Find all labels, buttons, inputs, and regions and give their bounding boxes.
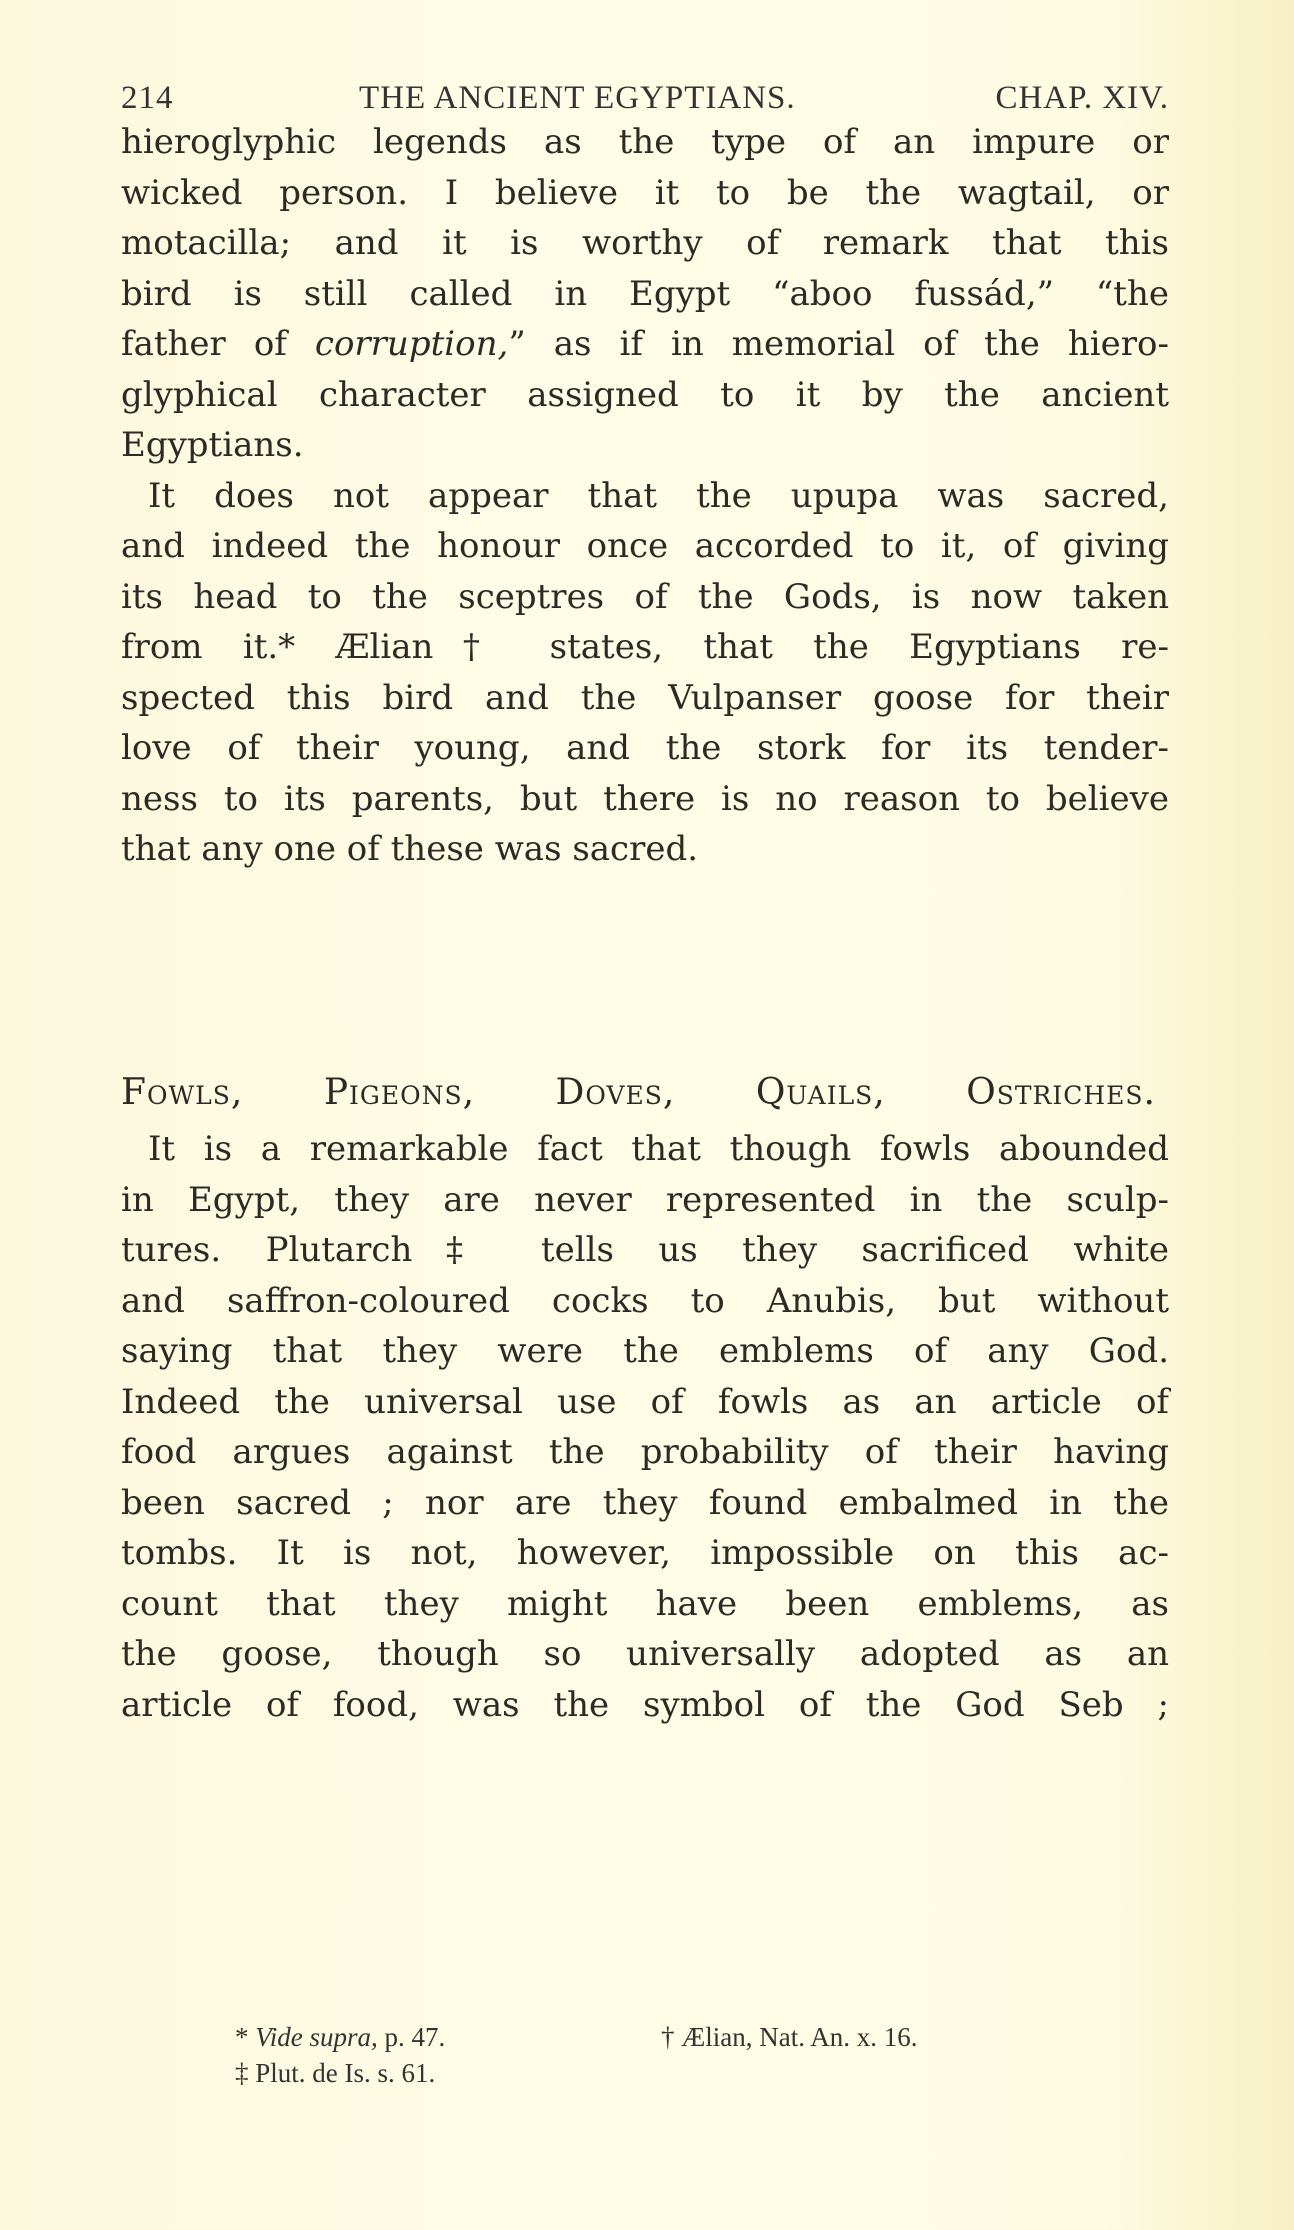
running-header	[121, 80, 1169, 120]
text-line: ness to its parents, but there is no reason to believe	[121, 778, 1169, 819]
text-line: from it.* Ælian† states, that the Egyptians re-	[121, 627, 1169, 667]
text-line: its head to the sceptres of the Gods, is now taken	[121, 576, 1169, 617]
text-line: It is a remarkable fact that though fowls abounded	[148, 1129, 1169, 1169]
text-line: hieroglyphic legends as the type of an impure or	[121, 122, 1169, 162]
text-line: Indeed the universal use of fowls as an article of	[121, 1381, 1169, 1422]
footnote-mark: *	[235, 2022, 249, 2052]
section-heading: Fowls, Pigeons, Doves, Quails, Ostriches.	[121, 1072, 1156, 1113]
text-line: bird is still called in Egypt “aboo fussád,” “the	[121, 273, 1169, 314]
text-line: in Egypt, they are never represented in the sculp-	[121, 1179, 1169, 1220]
text-span: father of	[121, 324, 315, 364]
text-line: article of food, was the symbol of the God Seb ;	[121, 1684, 1169, 1725]
text-line: food argues against the probability of their having	[121, 1432, 1169, 1472]
chapter-label: CHAP. XIV.	[995, 80, 1169, 116]
text-line: spected this bird and the Vulpanser goose for their	[121, 677, 1169, 718]
footnote-dagger: † Ælian, Nat. An. x. 16.	[661, 2022, 918, 2052]
text-line: the goose, though so universally adopted as an	[121, 1634, 1169, 1674]
text-line	[121, 319, 1169, 370]
text-line: tures. Plutarch‡ tells us they sacrificed white	[121, 1230, 1169, 1270]
footnote-star	[235, 2022, 445, 2053]
text-line: love of their young, and the stork for its tender-	[121, 728, 1169, 768]
text-line: been sacred ; nor are they found embalmed in the	[121, 1482, 1169, 1523]
text-line: It does not appear that the upupa was sacred,	[148, 475, 1169, 516]
paragraph-1	[121, 117, 1169, 875]
text-line: Egyptians.	[121, 425, 304, 465]
footnote-italic: Vide supra,	[255, 2022, 378, 2052]
footnote-text: p. 47.	[377, 2022, 446, 2052]
text-span: ” as if in memorial of the hiero-	[508, 324, 1169, 364]
text-line: saying that they were the emblems of any God.	[121, 1331, 1169, 1371]
text-line: that any one of these was sacred.	[121, 829, 699, 869]
text-line: and saffron-coloured cocks to Anubis, but without	[121, 1280, 1169, 1321]
paragraph-3	[121, 1124, 1169, 1730]
text-line: tombs. It is not, however, impossible on this ac-	[121, 1533, 1169, 1573]
italic-word: corruption,	[314, 324, 509, 364]
text-line: wicked person. I believe it to be the wagtail, or	[121, 172, 1169, 213]
text-line: and indeed the honour once accorded to it, of giving	[121, 526, 1169, 566]
text-line: glyphical character assigned to it by the ancient	[121, 374, 1169, 415]
page-number: 214	[121, 80, 174, 116]
text-line: motacilla; and it is worthy of remark that this	[121, 223, 1169, 263]
footnote-double-dagger: ‡ Plut. de Is. s. 61.	[235, 2058, 436, 2088]
text-line: count that they might have been emblems, as	[121, 1583, 1169, 1624]
running-title: THE ANCIENT EGYPTIANS.	[359, 80, 796, 116]
